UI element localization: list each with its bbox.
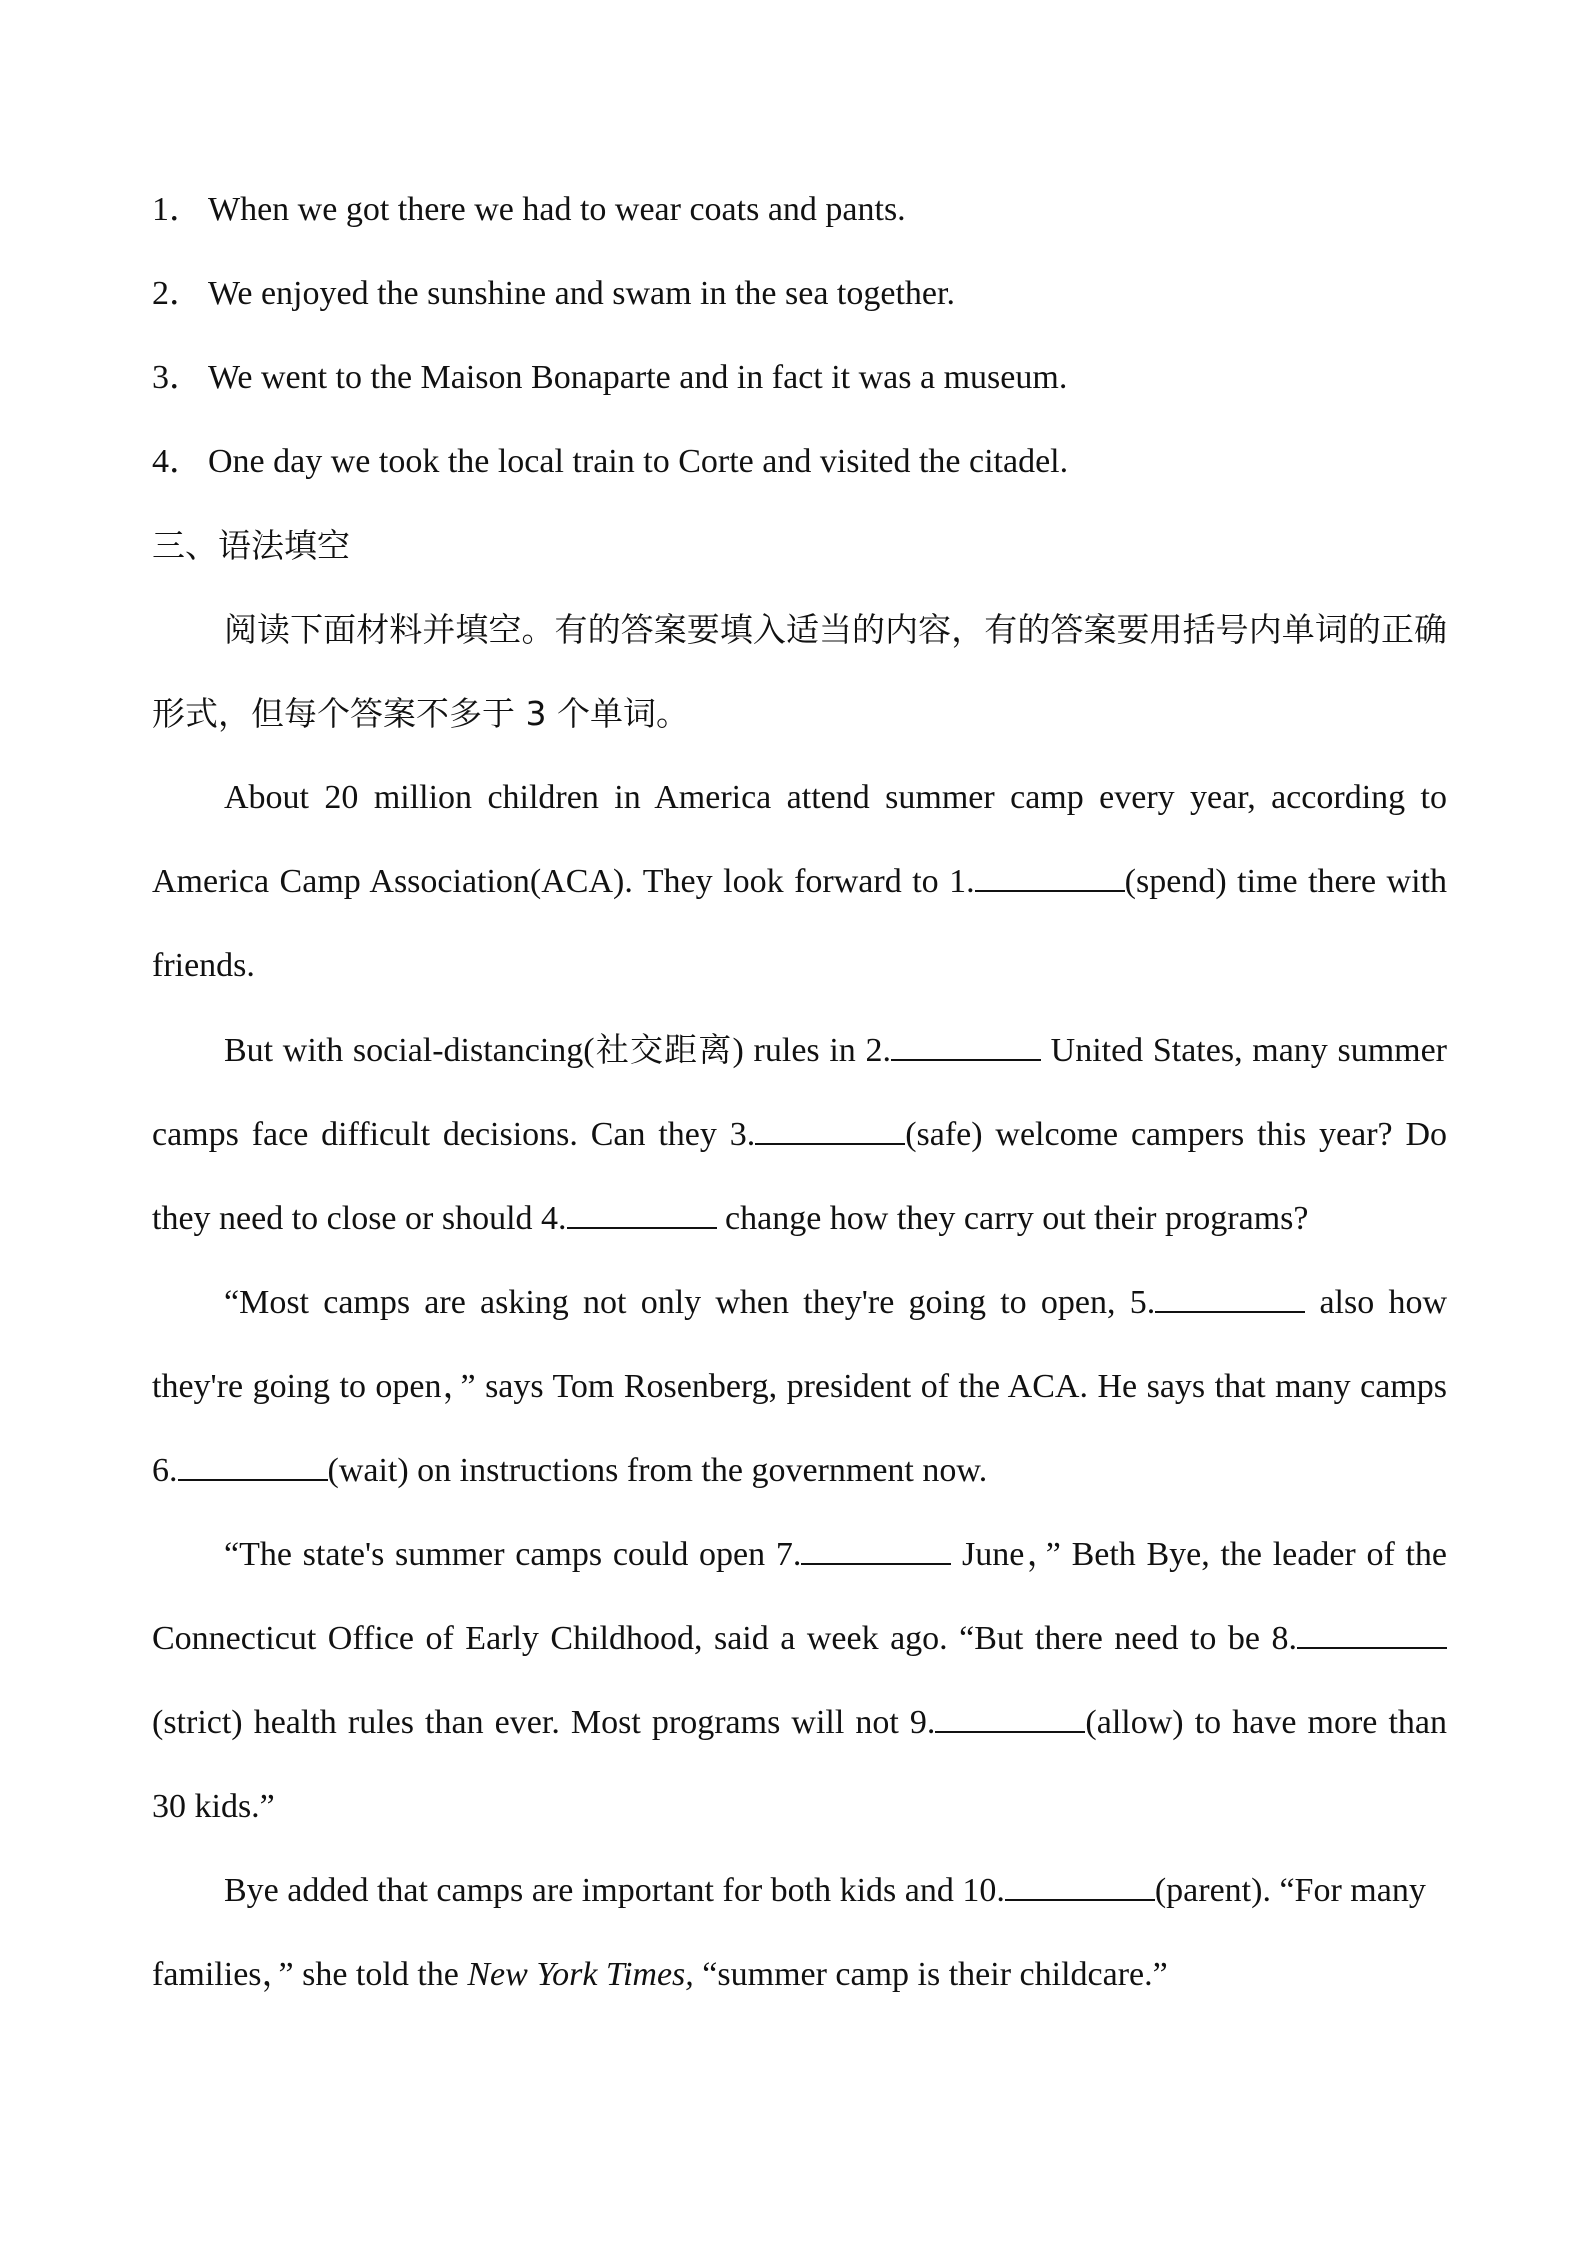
passage-paragraph-3: “Most camps are asking not only when they're going to open, 5. also how they're going to open，” says Tom Rosenberg, president of the ACA. He says that many camps 6. (wait) on instructions from the government now. <box>152 1261 1447 1513</box>
blank-4[interactable] <box>567 1197 717 1229</box>
blank-3[interactable] <box>755 1113 905 1145</box>
document-page <box>152 168 1447 2017</box>
passage-paragraph-2: But with social-distancing(社交距离) rules in 2. United States, many summer camps face difficult decisions. Can they 3. (safe) welcome campers this year? Do they need to close or should 4. change how they carry out their programs? <box>152 1030 1448 1237</box>
blank-1[interactable] <box>975 860 1125 892</box>
blank-6[interactable] <box>178 1449 328 1481</box>
blank-5[interactable] <box>1155 1281 1305 1313</box>
sentence-2: 2． We enjoyed the sunshine and swam in the sea together. <box>152 275 955 312</box>
passage-paragraph-1: About 20 million children in America attend summer camp every year, according to America Camp Association(ACA). They look forward to 1. (spend) time there with friends. <box>152 779 1447 984</box>
section-title: 三、语法填空 <box>152 526 350 565</box>
sentence-3: 3． We went to the Maison Bonaparte and in fact it was a museum. <box>152 359 1068 396</box>
blank-8[interactable] <box>1297 1617 1447 1649</box>
sentence-4: 4． One day we took the local train to Corte and visited the citadel. <box>152 443 1069 480</box>
passage-paragraph-4: “The state's summer camps could open 7. June，” Beth Bye, the leader of the Connecticut Office of Early Childhood, said a week ago. “But there need to be 8.(strict) health rules than ever. Most programs will not 9. (allow) to have more than 30 kids.” <box>152 1513 1447 1849</box>
blank-2[interactable] <box>891 1029 1041 1061</box>
blank-10[interactable] <box>1005 1869 1155 1901</box>
blank-7[interactable] <box>801 1533 951 1565</box>
passage-paragraph-5: Bye added that camps are important for both kids and 10. (parent). “For many families，” she told the New York Times, “summer camp is their childcare.” <box>152 1849 1447 2017</box>
section-instruction: 阅读下面材料并填空。有的答案要填入适当的内容，有的答案要用括号内单词的正确形式，但每个答案不多于 3 个单词。 <box>152 610 1447 733</box>
sentence-1: 1． When we got there we had to wear coats and pants. <box>152 191 906 228</box>
blank-9[interactable] <box>935 1701 1085 1733</box>
